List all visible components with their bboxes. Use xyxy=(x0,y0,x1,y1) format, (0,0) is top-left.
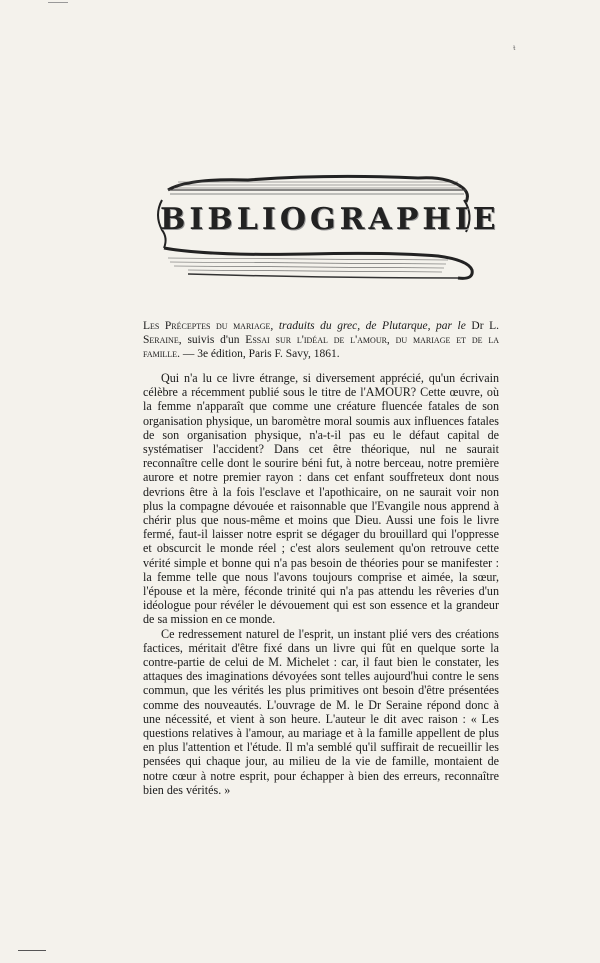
author-rest: , suivis d'un xyxy=(178,334,246,346)
corner-mark: ᵼ xyxy=(513,42,516,52)
bibliographic-entry xyxy=(143,319,499,361)
banner-title: BIBLIOGRAPHIE xyxy=(160,202,500,237)
author-name: Seraine xyxy=(143,334,179,346)
bottom-edge-mark xyxy=(18,950,46,951)
bibliographie-banner xyxy=(128,160,500,290)
edition-info: . — 3e édition, Paris F. Savy, 1861. xyxy=(177,348,340,360)
paragraph-1: Qui n'a lu ce livre étrange, si diversement apprécié, qu'un écrivain célèbre a récemment publié sous le titre de l'AMOUR? Cette œuvre, où la femme n'apparaît que comme une créature fluencée fatales de son organisation physique, un baromètre moral soumis aux influences fatales de son organisation physique, n'a-t-il pas eu le défaut capital de systématiser l'accident? Dans cet être théorique, nul ne saurait reconnaître celle dont le sourire béni fut, à notre berceau, notre première aurore et notre premier rayon : dans cet enfant souffreteux dont nous devrions être à la fois l'esclave et l'apothicaire, on ne saurait voir non plus la compagne dévouée et raisonnable que l'Evangile nous apprend à chérir plus que nous-même et moins que Dieu. Aussi une fois le livre fermé, faut-il laisser notre esprit se dégager du brouillard qui l'oppresse et obscurcit le monde réel ; c'est alors seulement qu'on retrouve cette vérité simple et bonne qui n'a pas besoin de théories pour se manifester : la femme telle que nous l'avons toujours comprise et aimée, la sœur, l'épouse et la mère, féconde trinité qui n'a pas attendu les rêveries d'un idéologue pour révéler le dévouement qui est son essence et la grandeur de sa mission en ce monde. xyxy=(143,371,499,627)
book-title-rest: , traduits du grec, de Plutarque, par le xyxy=(270,320,466,332)
book-title: Les Préceptes du mariage xyxy=(143,320,271,332)
author-prefix: Dr L. xyxy=(471,320,499,332)
paragraph-2: Ce redressement naturel de l'esprit, un instant plié vers des créations factices, méritait d'être fixé dans un livre qui fût en quelque sorte la contre-partie de celui de M. Michelet : car, il faut bien le constater, les attaques des imaginations dévoyées sont telles aujourd'hui contre le sens commun, que les vérités les plus primitives ont besoin d'être présentées comme des nouveautés. L'ouvrage de M. le Dr Seraine répond donc à une nécessité, et vient à son heure. L'auteur le dit avec raison : « Les questions relatives à l'amour, au mariage et à la famille appellent de plus en plus l'attention et l'étude. Il m'a semblé qu'il suffirait de recueillir les pensées qui chaque jour, au milieu de la vie de famille, montaient de notre cœur à notre esprit, pour échapper à bien des erreurs, reconnaître bien des vérités. » xyxy=(143,626,499,797)
review-text xyxy=(143,371,499,797)
essay-title: Essai sur l'idéal de l'amour, du mariage et de la famille xyxy=(143,334,499,360)
top-edge-mark xyxy=(48,2,68,3)
